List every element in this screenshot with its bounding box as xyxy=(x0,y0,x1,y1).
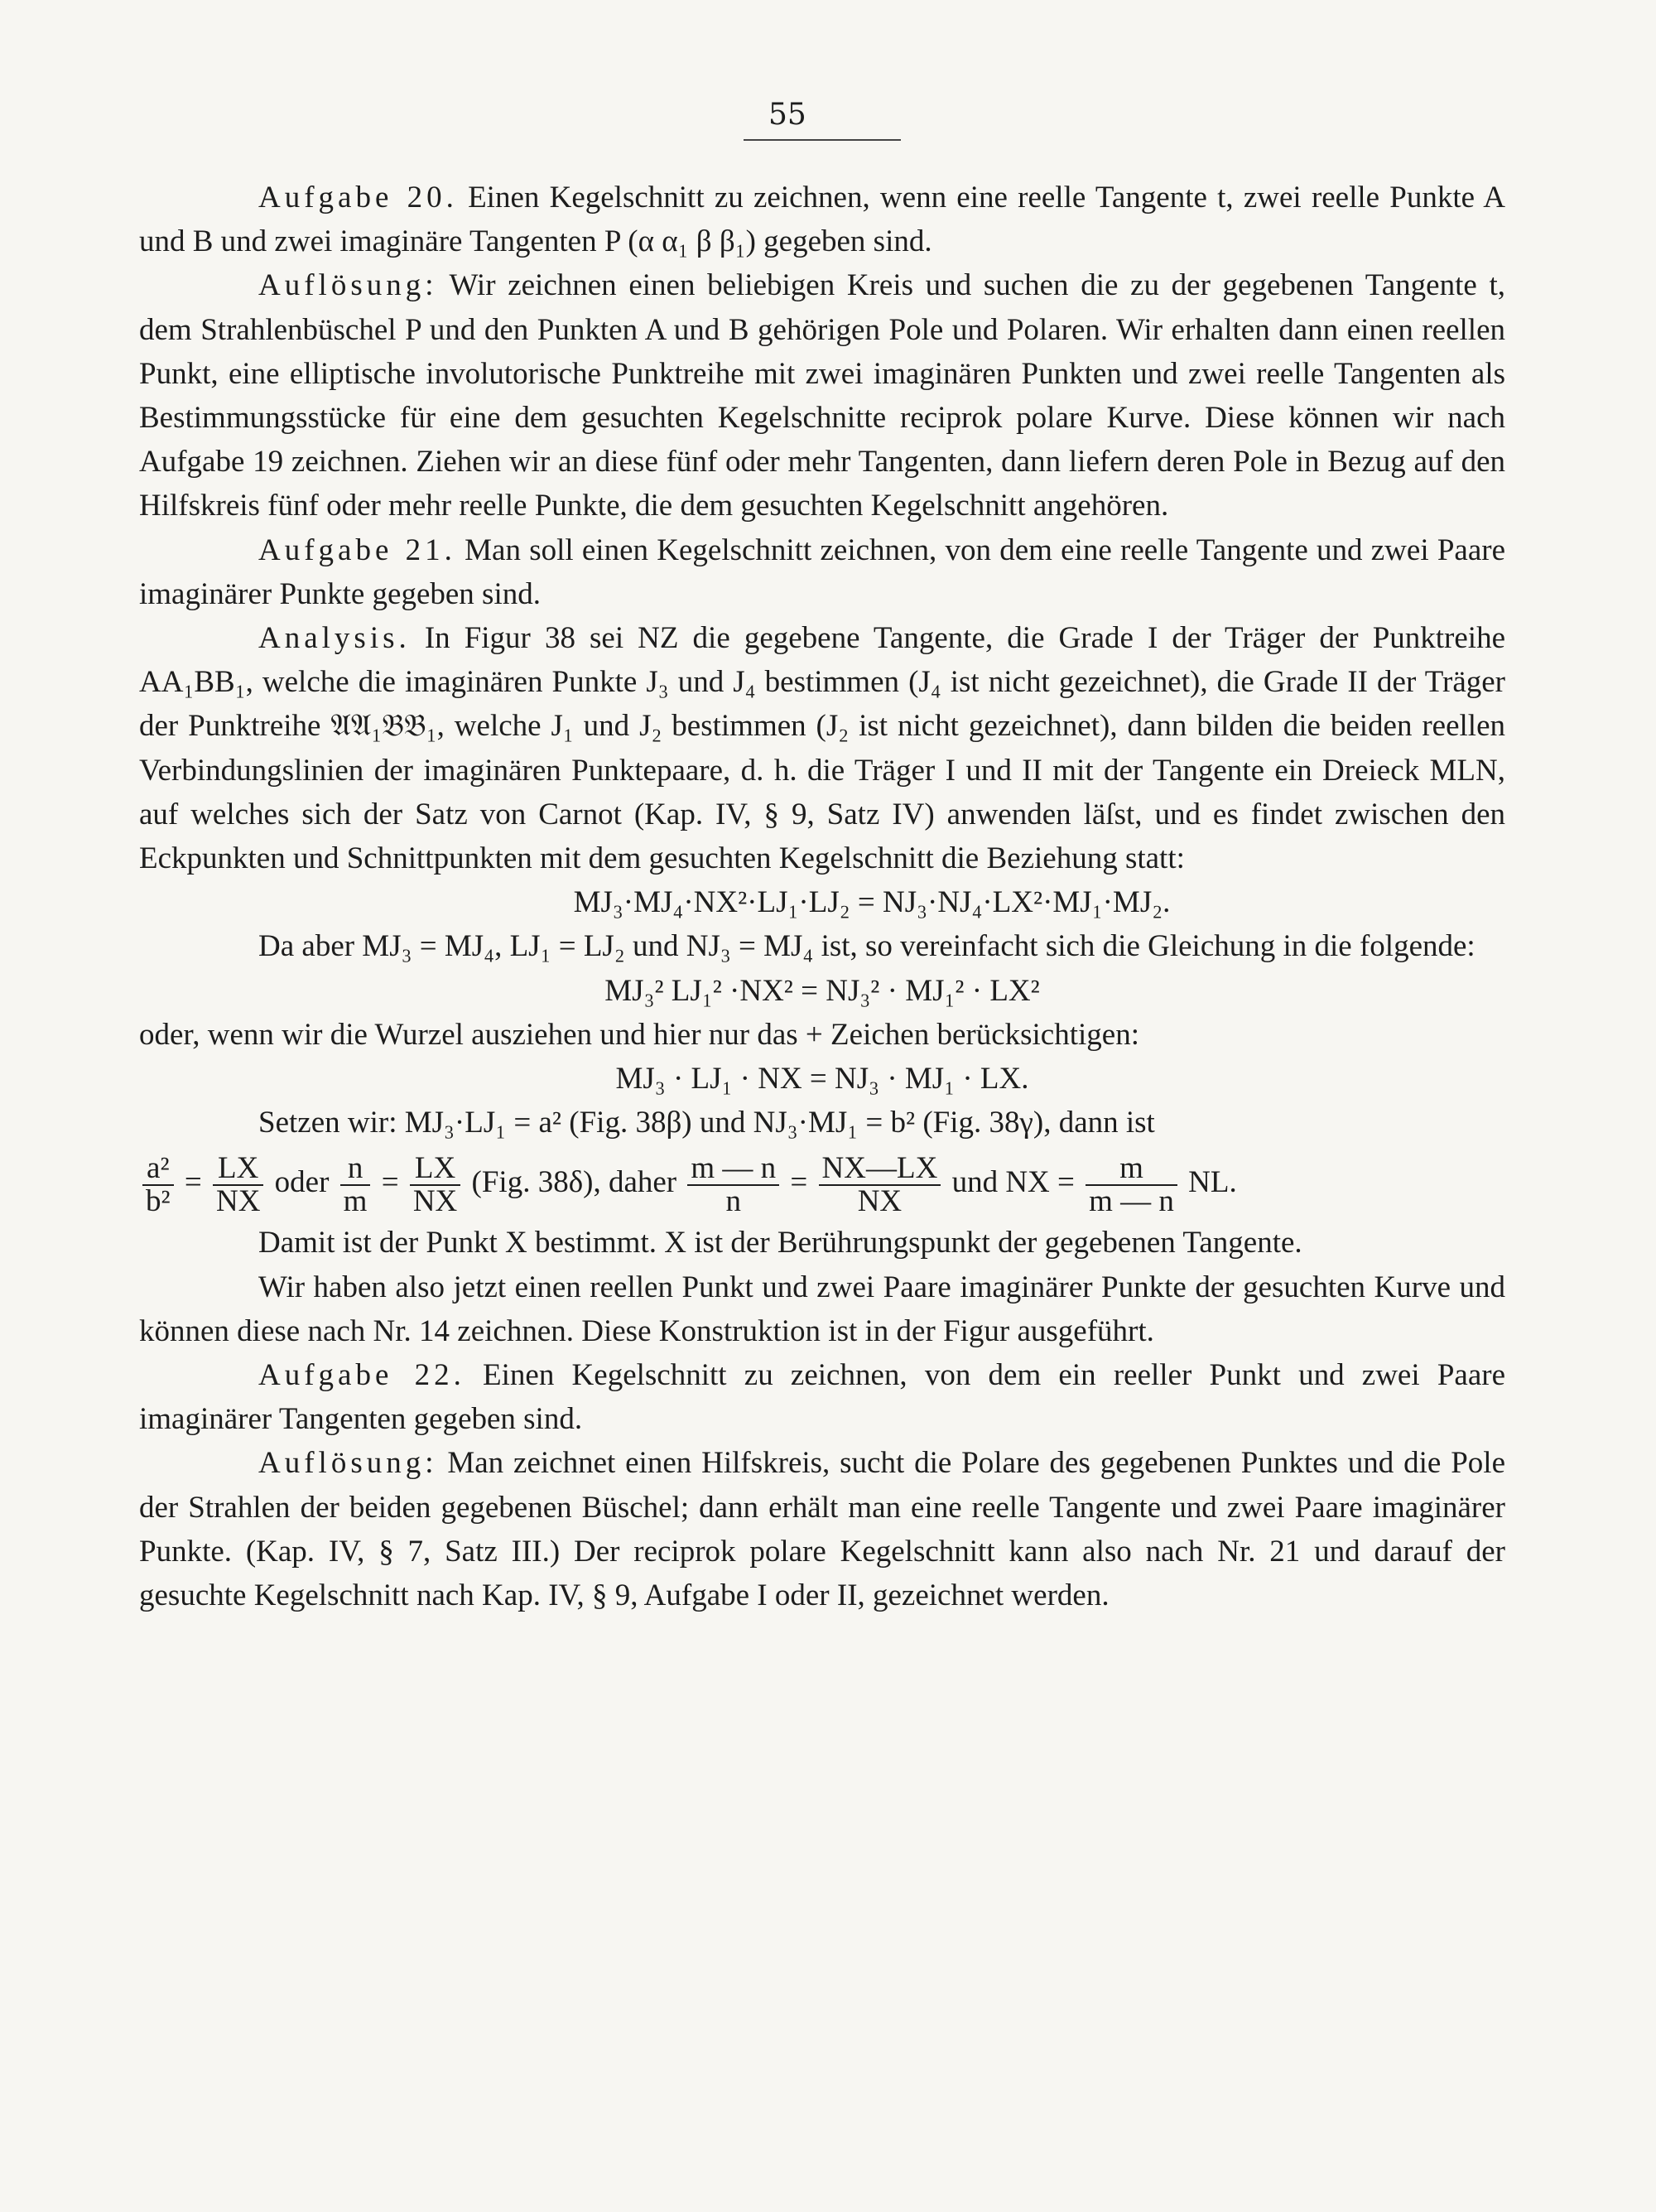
fraction-lx-nx: $\frac{LX}{NX}$ xyxy=(213,1153,263,1217)
fraction-lx-nx-2: $\frac{LX}{NX}$ xyxy=(410,1153,460,1217)
label-aufgabe-20: Aufgabe 20. xyxy=(258,181,458,214)
paragraph-oder: oder, wenn wir die Wurzel ausziehen und hier nur das + Zeichen berücksichtigen: xyxy=(139,1017,1139,1052)
fraction-nxlx-nx: $\frac{NX—LX}{NX}$ xyxy=(819,1153,941,1217)
paragraph-damit: Damit ist der Punkt X bestimmt. X ist der Berührungspunkt der gegebenen Tangente. xyxy=(258,1226,1302,1260)
equation-carnot: MJ₃·MJ₄·NX²·LJ₁·LJ₂ = NJ₃·NJ₄·LX²·MJ₁·MJ₂. xyxy=(573,885,1171,920)
fraction-mn-n: $\frac{m — n}{n}$ xyxy=(687,1153,779,1217)
equation-squared: MJ₃² LJ₁² ·NX² = NJ₃² · MJ₁² · LX² xyxy=(604,973,1040,1008)
label-aufgabe-22: Aufgabe 22. xyxy=(258,1358,465,1393)
fraction-m-mn: $\frac{m}{m — n}$ xyxy=(1086,1153,1177,1217)
paragraph-da-aber: Da aber MJ₃ = MJ₄, LJ₁ = LJ₂ und NJ₃ = MJ₄ ist, so vereinfacht sich die Gleichung in die folgende: xyxy=(258,929,1475,964)
fraction-n-m: $\frac{n}{m}$ xyxy=(340,1153,371,1217)
equation-root: MJ₃ · LJ₁ · NX = NJ₃ · MJ₁ · LX. xyxy=(615,1062,1029,1096)
paragraph-aufloesung-22: Auflösung: Man zeichnet einen Hilfskreis, sucht die Polare des gegebenen Punktes und die Pole der Strahlen der beiden gegebenen Büschel; dann erhält man eine reelle Tangente und zwei Paare imaginärer Punkte. (Kap. IV, § 7, Satz III.) Der reciprok polare Kegelschnitt kann also nach Nr. 21 und darauf der gesuchte Kegelschnitt nach Kap. IV, § 9, Aufgabe I oder II, gezeichnet werden. xyxy=(139,1446,1505,1613)
fraction-equation-line: $\frac{\text{a²}}{\text{b²}}$ = $\frac{LX}{NX}$ oder $\frac{n}{m}$ = $\frac{LX}{NX}$ (Fig. 38δ), daher $\frac{m — n}{n}$ = $\frac{NX—LX}{NX}$ und NX = $\frac{m}{m — n}$ NL. xyxy=(139,1145,1505,1221)
body-text xyxy=(139,176,1505,1617)
fraction-a2-b2: $\frac{\text{a²}}{\text{b²}}$ xyxy=(142,1153,174,1217)
paragraph-aufgabe-20: Aufgabe 20. Einen Kegelschnitt zu zeichnen, wenn eine reelle Tangente t, zwei reelle Punkte A und B und zwei imaginäre Tangenten P (α α₁ β β₁) gegeben sind. xyxy=(139,181,1505,259)
paragraph-aufgabe-22: Aufgabe 22. Einen Kegelschnitt zu zeichnen, von dem ein reeller Punkt und zwei Paare imaginärer Tangenten gegeben sind. xyxy=(139,1358,1505,1437)
label-analysis: Analysis. xyxy=(258,621,411,656)
paragraph-wir-haben: Wir haben also jetzt einen reellen Punkt und zwei Paare imaginärer Punkte der gesuchten Kurve und können diese nach Nr. 14 zeichnen. Diese Konstruktion ist in der Figur ausgeführt. xyxy=(139,1270,1505,1348)
page-number: 55 xyxy=(768,98,806,132)
header-rule xyxy=(744,139,901,141)
paragraph-aufgabe-21: Aufgabe 21. Man soll einen Kegelschnitt zeichnen, von dem eine reelle Tangente und zwei Paare imaginärer Punkte gegeben sind. xyxy=(139,533,1506,611)
label-aufgabe-21: Aufgabe 21. xyxy=(258,533,456,567)
paragraph-aufloesung-20: Auflösung: Wir zeichnen einen beliebigen Kreis und suchen die zu der gegebenen Tangente t, dem Strahlenbüschel P und den Punkten A und B gehörigen Pole und Polaren. Wir erhalten dann einen reellen Punkt, eine elliptische involutorische Punktreihe mit zwei imaginären Punkten und zwei reelle Tangenten als Bestimmungsstücke für eine dem gesuchten Kegelschnitte reciprok polare Kurve. Diese können wir nach Aufgabe 19 zeichnen. Ziehen wir an diese fünf oder mehr Tangenten, dann liefern deren Pole in Bezug auf den Hilfskreis fünf oder mehr reelle Punkte, die dem gesuchten Kegelschnitt angehören. xyxy=(139,268,1505,523)
paragraph-setzen: Setzen wir: MJ₃·LJ₁ = a² (Fig. 38β) und NJ₃·MJ₁ = b² (Fig. 38γ), dann ist xyxy=(258,1106,1155,1140)
label-aufloesung: Auflösung: xyxy=(258,268,438,303)
label-aufloesung-22: Auflösung: xyxy=(258,1446,438,1481)
paragraph-analysis: Analysis. In Figur 38 sei NZ die gegebene Tangente, die Grade I der Träger der Punktreihe AA₁BB₁, welche die imaginären Punkte J₃ und J₄ bestimmen (J₄ ist nicht gezeichnet), die Grade II der Träger der Punktreihe 𝔄𝔄₁𝔅𝔅₁, welche J₁ und J₂ bestimmen (J₂ ist nicht gezeichnet), dann bilden die beiden reellen Verbindungslinien der imaginären Punktepaare, d. h. die Träger I und II mit der Tangente ein Dreieck MLN, auf welches sich der Satz von Carnot (Kap. IV, § 9, Satz IV) anwenden läſst, und es findet zwischen den Eckpunkten und Schnittpunkten mit dem gesuchten Kegelschnitt die Beziehung statt: xyxy=(139,621,1505,876)
